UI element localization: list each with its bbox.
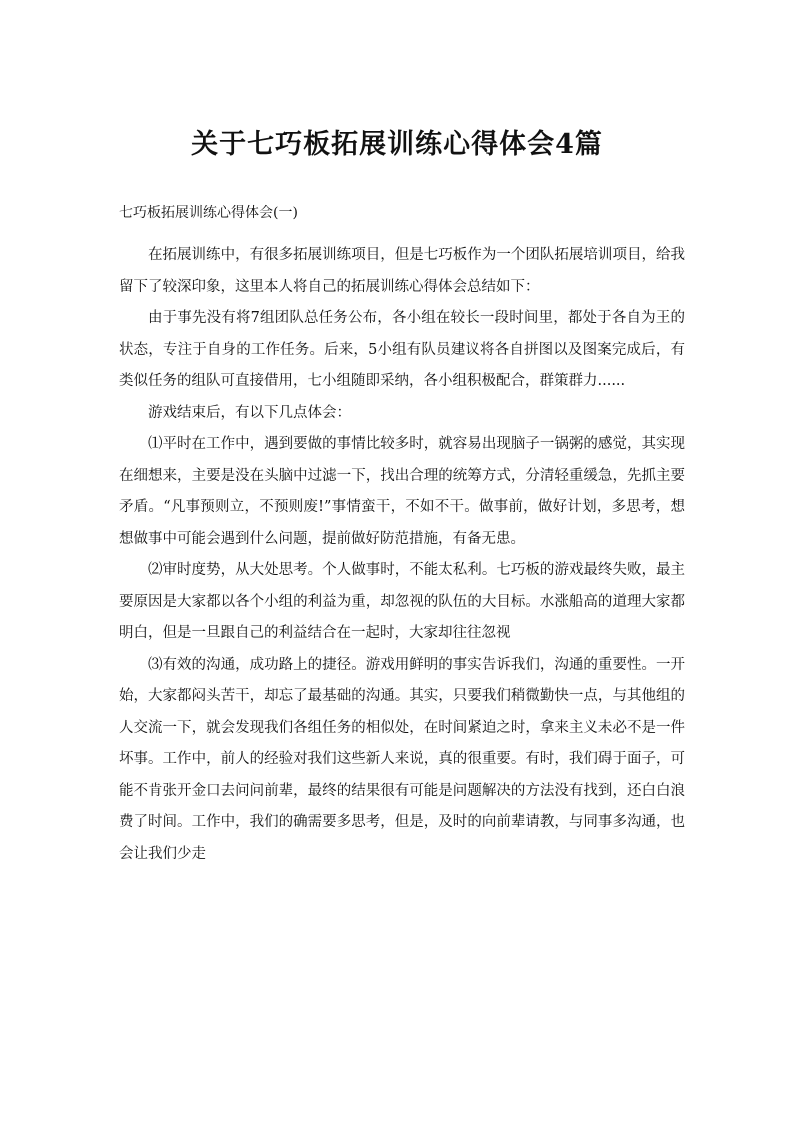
paragraph: ⑵审时度势，从大处思考。个人做事时，不能太私利。七巧板的游戏最终失败，最主要原因是大家都以各个小组的利益为重，却忽视的队伍的大目标。水涨船高的道理大家都明白，但是一旦跟自己的利益结合在一起时，大家却往往忽视 (119, 562, 685, 641)
document-title: 关于七巧板拓展训练心得体会4篇 (191, 129, 603, 160)
document-body (119, 240, 685, 870)
paragraph: 在拓展训练中，有很多拓展训练项目，但是七巧板作为一个团队拓展培训项目，给我留下了较深印象，这里本人将自己的拓展训练心得体会总结如下： (119, 247, 685, 295)
paragraph: ⑶有效的沟通，成功路上的捷径。游戏用鲜明的事实告诉我们，沟通的重要性。一开始，大家都闷头苦干，却忘了最基础的沟通。其实，只要我们稍微勤快一点，与其他组的人交流一下，就会发现我们各组任务的相似处，在时间紧迫之时，拿来主义未必不是一件坏事。工作中，前人的经验对我们这些新人来说，真的很重要。有时，我们碍于面子，可能不肯张开金口去问问前辈，最终的结果很有可能是问题解决的方法没有找到，还白白浪费了时间。工作中，我们的确需要多思考，但是，及时的向前辈请教，与同事多沟通，也会让我们少走 (119, 656, 685, 862)
paragraph: 游戏结束后，有以下几点体会： (148, 404, 351, 421)
paragraph: ⑴平时在工作中，遇到要做的事情比较多时，就容易出现脑子一锅粥的感觉，其实现在细想来，主要是没在头脑中过滤一下，找出合理的统筹方式，分清轻重缓急，先抓主要矛盾。“凡事预则立，不预则废!”事情蛮干，不如不干。做事前，做好计划，多思考，想想做事中可能会遇到什么问题，提前做好防范措施，有备无患。 (119, 436, 685, 547)
paragraph: 由于事先没有将7组团队总任务公布，各小组在较长一段时间里，都处于各自为王的状态，专注于自身的工作任务。后来，5小组有队员建议将各自拼图以及图案完成后，有类似任务的组队可直接借用，七小组随即采纳，各小组积极配合，群策群力...... (119, 310, 685, 389)
section-heading: 七巧板拓展训练心得体会(一) (119, 205, 298, 221)
